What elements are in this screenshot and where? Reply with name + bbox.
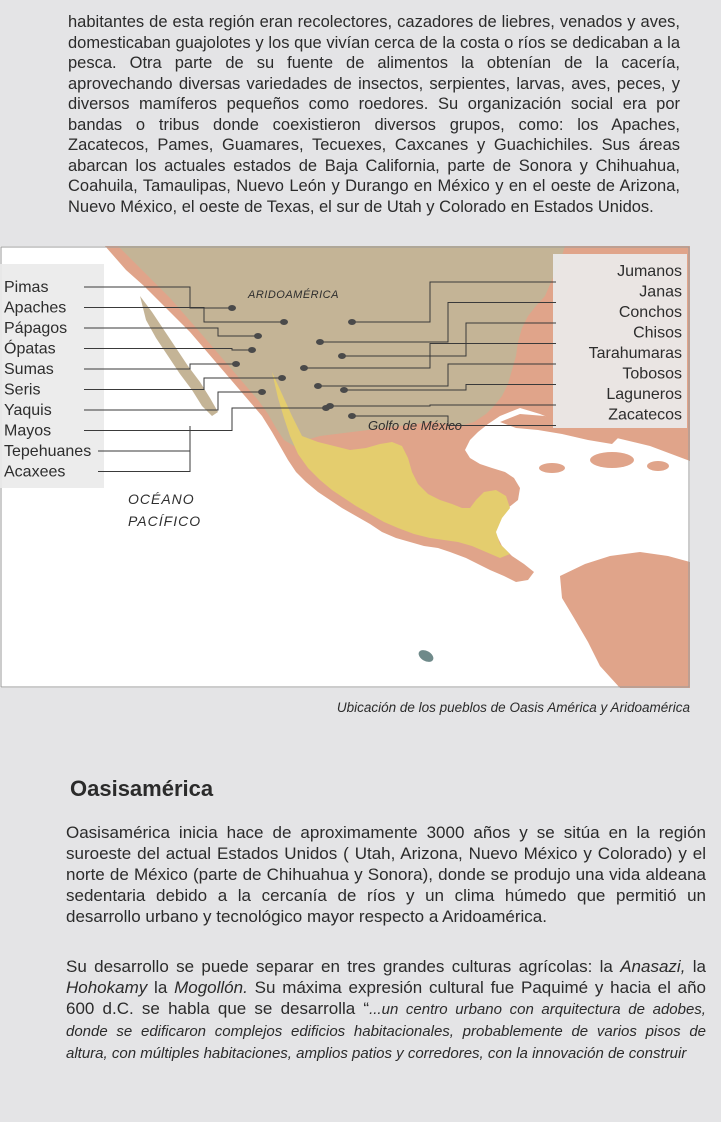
culture-hohokamy: Hohokamy bbox=[66, 978, 148, 997]
p2-text-2: la bbox=[685, 957, 706, 976]
marker-papagos bbox=[254, 333, 262, 339]
culture-mogollon: Mogollón. bbox=[174, 978, 248, 997]
left-label-apaches: Apaches bbox=[4, 299, 67, 317]
intro-paragraph: habitantes de esta región eran recolectores, cazadores de liebres, venados y aves, domesticaban guajolotes y los que vivían cerca de la costa o ríos se dedicaban a la pesca. Otra parte de su fuente de alimentos la obtenían de la cacería, aprovechando diversas variedades de insectos, serpientes, larvas, aves, peces, y diversos mamíferos pequeños como roedores. Su organización social era por bandas o tribus donde coexistieron diversos grupos, como: los Apaches, Zacatecos, Pames, Guamares, Tecuexes, Caxcanes y Guachichiles. Sus áreas abarcan los actuales estados de Baja California, parte de Sonora y Chihuahua, Coahuila, Tamaulipas, Nuevo León y Durango en México y en el oeste de Arizona, Nuevo México, el oeste de Texas, el sur de Utah y Colorado en Estados Unidos. bbox=[68, 13, 680, 216]
ocean-label-line2: PACÍFICO bbox=[128, 513, 202, 529]
right-label-jumanos: Jumanos bbox=[617, 263, 682, 280]
right-label-janas: Janas bbox=[639, 283, 682, 301]
map-svg bbox=[0, 246, 690, 688]
p2-text-1: Su desarrollo se puede separar en tres grandes culturas agrícolas: la bbox=[66, 957, 621, 976]
marker-opatas bbox=[248, 347, 256, 353]
left-label-papagos: Pápagos bbox=[4, 320, 68, 337]
right-label-tarahumaras: Tarahumaras bbox=[588, 345, 682, 362]
p2-text-3: la bbox=[147, 978, 175, 997]
p2-text-4: Su máxima expresión cultural fue Paquimé y hacia el año 600 d.C. se habla que se desarrolla “ bbox=[66, 978, 706, 1018]
marker-sumas bbox=[232, 361, 240, 367]
right-label-laguneros: Laguneros bbox=[606, 386, 682, 403]
marker-pimas bbox=[228, 305, 236, 311]
left-label-acaxees: Acaxees bbox=[4, 463, 66, 481]
left-label-yaquis: Yaquis bbox=[4, 402, 52, 419]
marker-conchos bbox=[338, 353, 346, 359]
right-label-conchos: Conchos bbox=[618, 304, 682, 321]
paragraph-cultures bbox=[66, 956, 706, 1064]
marker-janas bbox=[316, 339, 324, 345]
marker-tobosos bbox=[340, 387, 348, 393]
marker-seris bbox=[278, 375, 286, 381]
paquime-quote: ...un centro urbano con arquitectura de adobes, donde se edificaron complejos edificios habitacionales, probablemente de varios pisos de altura, con múltiples habitaciones, amplios patios y corredores, con la innovación de construir bbox=[66, 1001, 706, 1062]
marker-tarahumaras bbox=[314, 383, 322, 389]
right-label-chisos: Chisos bbox=[633, 324, 682, 342]
right-label-tobosos: Tobosos bbox=[622, 365, 682, 383]
left-label-opatas: Ópatas bbox=[4, 340, 56, 358]
marker-laguneros bbox=[326, 403, 334, 409]
marker-apaches bbox=[280, 319, 288, 325]
culture-anasazi: Anasazi, bbox=[620, 957, 686, 976]
marker-zacatecos bbox=[348, 413, 356, 419]
map-figure bbox=[0, 246, 690, 688]
left-label-tepehuanes: Tepehuanes bbox=[4, 443, 92, 460]
map-caption: Ubicación de los pueblos de Oasis América y Aridoamérica bbox=[336, 700, 690, 715]
marker-chisos bbox=[300, 365, 308, 371]
left-label-pimas: Pimas bbox=[4, 279, 49, 296]
left-label-seris: Seris bbox=[4, 381, 41, 399]
left-label-mayos: Mayos bbox=[4, 422, 52, 440]
aridoamerica-label: ARIDOAMÉRICA bbox=[248, 289, 339, 301]
ocean-label-line1: OCÉANO bbox=[128, 491, 195, 507]
paragraph-oasisamerica: Oasisamérica inicia hace de aproximamente 3000 años y se sitúa en la región suroeste del actual Estados Unidos ( Utah, Arizona, Nuevo México y Colorado) y el norte de México (parte de Chihuahua y Sonora), donde se produjo una vida aldeana sedentaria debido a la cercanía de ríos y un clima húmedo que permitió un desarrollo urbano y tecnológico mayor respecto a Aridoamérica. bbox=[66, 823, 706, 926]
left-label-sumas: Sumas bbox=[4, 361, 54, 378]
marker-yaquis bbox=[258, 389, 266, 395]
jamaica-island bbox=[539, 463, 565, 473]
right-label-zacatecos: Zacatecos bbox=[608, 406, 682, 424]
puerto-rico-island bbox=[647, 461, 669, 471]
marker-jumanos bbox=[348, 319, 356, 325]
section-title: Oasisamérica bbox=[70, 776, 214, 801]
gulf-label: Golfo de México bbox=[368, 418, 462, 433]
hispaniola-island bbox=[590, 452, 634, 468]
